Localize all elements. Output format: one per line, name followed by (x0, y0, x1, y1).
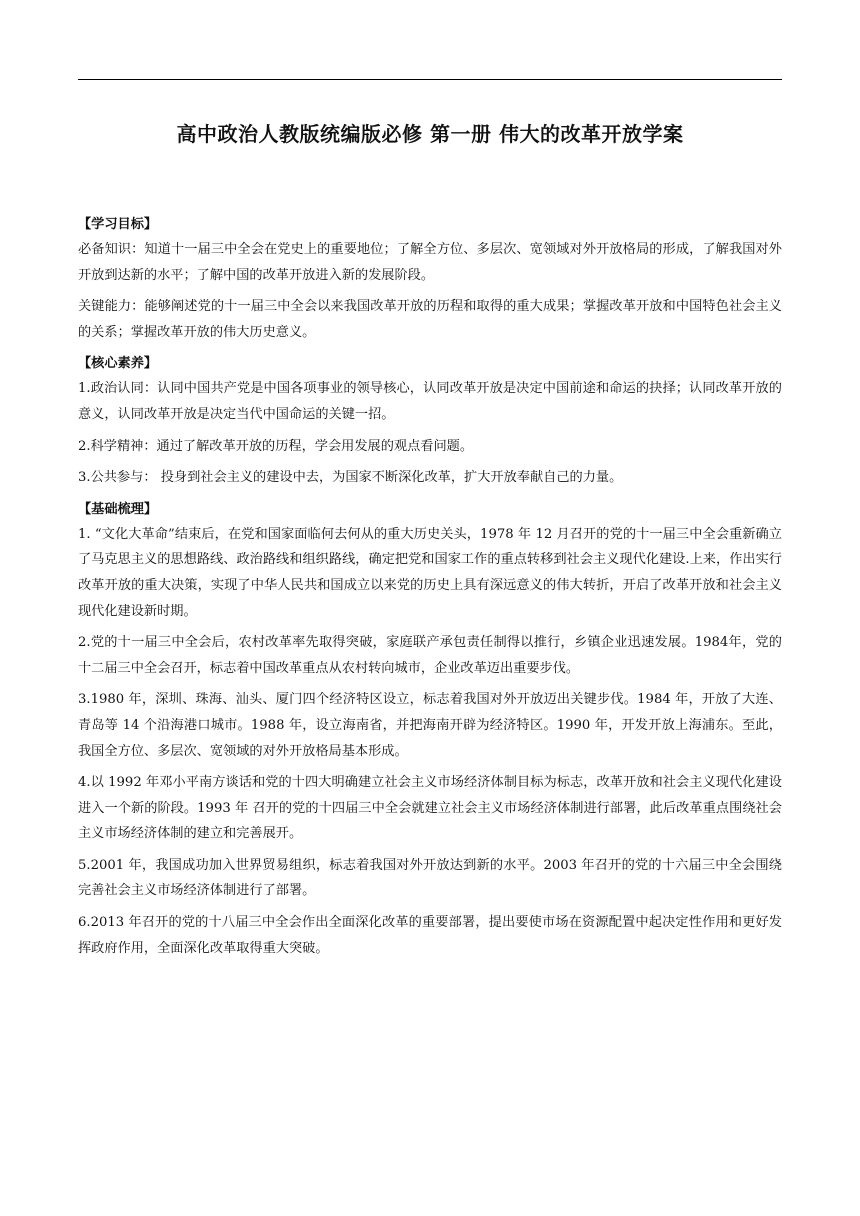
section-heading-basics: 【基础梳理】 (78, 501, 158, 517)
basics-paragraph: 1. “文化大革命”结束后，在党和国家面临何去何从的重大历史关头，1978 年 12 月召开的党的十一届三中全会重新确立了马克思主义的思想路线、政治路线和组织路线，确定把党和国家工作的重点转移到社会主义现代化建设.上来，作出实行改革开放的重大决策，实现了中华人民共和国成立以来党的历史上具有深远意义的伟大转折，开启了改革开放和社会主义现代化建设新时期。 (78, 526, 782, 619)
literacy-paragraph: 3.公共参与： 投身到社会主义的建设中去，为国家不断深化改革，扩大开放奉献自己的力量。 (78, 470, 623, 486)
literacy-paragraph: 2.科学精神：通过了解改革开放的历程，学会用发展的观点看问题。 (78, 438, 474, 454)
document-body (78, 212, 782, 967)
basics-paragraph: 4.以 1992 年邓小平南方谈话和党的十四大明确建立社会主义市场经济体制目标为标志，改革开放和社会主义现代化建设进入一个新的阶段。1993 年 召开的党的十四届三中全会就建立社会主义市场经济体制进行部署，此后改革重点围绕社会主义市场经济体制的建立和完善展开。 (78, 775, 782, 842)
objective-paragraph: 必备知识：知道十一届三中全会在党史上的重要地位；了解全方位、多层次、宽领域对外开放格局的形成，了解我国对外开放到达新的水平；了解中国的改革开放进入新的发展阶段。 (78, 242, 782, 283)
section-heading-literacy: 【核心素养】 (78, 356, 158, 372)
basics-paragraph: 6.2013 年召开的党的十八届三中全会作出全面深化改革的重要部署，提出要使市场在资源配置中起决定性作用和更好发挥政府作用，全面深化改革取得重大突破。 (78, 915, 782, 956)
basics-paragraph: 2.党的十一届三中全会后，农村改革率先取得突破，家庭联产承包责任制得以推行，乡镇企业迅速发展。1984年，党的十二届三中全会召开，标志着中国改革重点从农村转向城市，企业改革迈出重要步伐。 (78, 635, 782, 676)
objective-paragraph: 关键能力：能够阐述党的十一届三中全会以来我国改革开放的历程和取得的重大成果；掌握改革开放和中国特色社会主义的关系；掌握改革开放的伟大历史意义。 (78, 299, 782, 340)
basics-paragraph: 3.1980 年，深圳、珠海、汕头、厦门四个经济特区设立，标志着我国对外开放迈出关键步伐。1984 年，开放了大连、青岛等 14 个沿海港口城市。1988 年，设立海南省，并把海南开辟为经济特区。1990 年，开发开放上海浦东。至此，我国全方位、多层次、宽领域的对外开放格局基本形成。 (78, 692, 782, 759)
literacy-paragraph: 1.政治认同：认同中国共产党是中国各项事业的领导核心，认同改革开放是决定中国前途和命运的抉择；认同改革开放的意义，认同改革开放是决定当代中国命运的关键一招。 (78, 381, 782, 422)
document-title: 高中政治人教版统编版必修 第一册 伟大的改革开放学案 (176, 122, 684, 146)
basics-paragraph: 5.2001 年，我国成功加入世界贸易组织，标志着我国对外开放达到新的水平。2003 年召开的党的十六届三中全会围绕完善社会主义市场经济体制进行了部署。 (78, 857, 782, 899)
section-heading-objectives: 【学习目标】 (78, 217, 158, 232)
header-rule (78, 79, 782, 80)
